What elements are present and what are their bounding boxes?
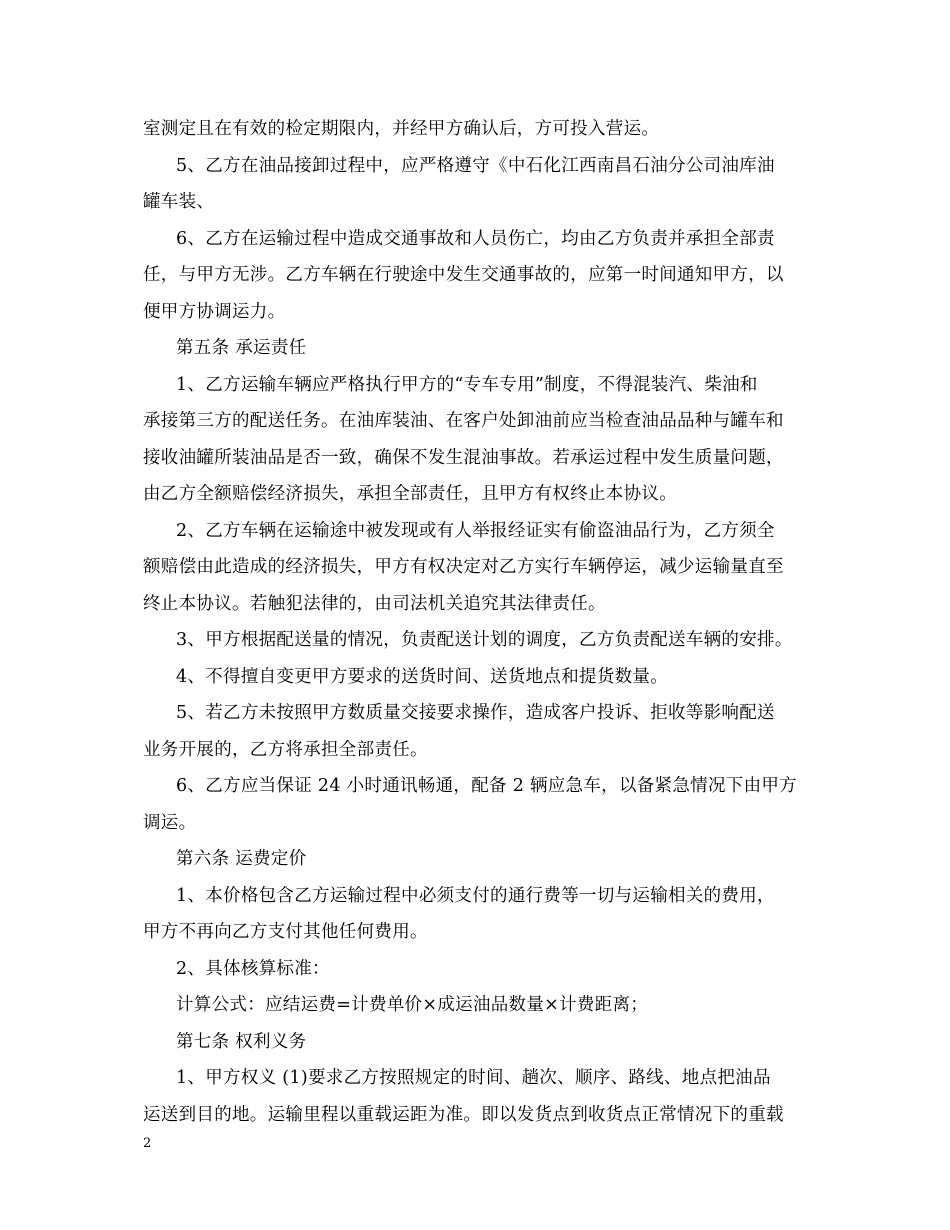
text-line: 额赔偿由此造成的经济损失，甲方有权决定对乙方实行车辆停运，减少运输量直至 bbox=[143, 557, 784, 577]
text-line: 2、乙方车辆在运输途中被发现或有人举报经证实有偷盗油品行为，乙方须全 bbox=[176, 521, 775, 541]
text-line: 5、若乙方未按照甲方数质量交接要求操作，造成客户投诉、拒收等影响配送 bbox=[176, 703, 775, 723]
section-heading: 第六条 运费定价 bbox=[176, 849, 307, 869]
text-line: 任，与甲方无涉。乙方车辆在行驶途中发生交通事故的，应第一时间通知甲方，以 bbox=[143, 265, 784, 285]
text-line: 罐车装、 bbox=[143, 192, 215, 212]
text-line: 由乙方全额赔偿经济损失，承担全部责任，且甲方有权终止本协议。 bbox=[143, 484, 677, 504]
page-number: 2 bbox=[143, 1136, 152, 1151]
text-line: 调运。 bbox=[143, 813, 197, 833]
text-line: 计算公式：应结运费=计费单价×成运油品数量×计费距离； bbox=[176, 995, 649, 1015]
text-line: 2、具体核算标准： bbox=[176, 959, 330, 979]
text-line: 业务开展的，乙方将承担全部责任。 bbox=[143, 740, 428, 760]
text-line: 1、本价格包含乙方运输过程中必须支付的通行费等一切与运输相关的费用， bbox=[176, 886, 775, 906]
text-line: 6、乙方应当保证 24 小时通讯畅通，配备 2 辆应急车，以备紧急情况下由甲方 bbox=[176, 776, 797, 796]
text-line: 室测定且在有效的检定期限内，并经甲方确认后，方可投入营运。 bbox=[143, 119, 660, 139]
text-line: 承接第三方的配送任务。在油库装油、在客户处卸油前应当检查油品品种与罐车和 bbox=[143, 411, 784, 431]
text-line: 5、乙方在油品接卸过程中，应严格遵守《中石化江西南昌石油分公司油库油 bbox=[176, 156, 775, 176]
text-line: 3、甲方根据配送量的情况，负责配送计划的调度，乙方负责配送车辆的安排。 bbox=[176, 630, 793, 650]
text-line: 运送到目的地。运输里程以重载运距为准。即以发货点到收货点正常情况下的重载 bbox=[143, 1105, 784, 1125]
text-line: 甲方不再向乙方支付其他任何费用。 bbox=[143, 922, 428, 942]
text-line: 便甲方协调运力。 bbox=[143, 302, 286, 322]
text-line: 终止本协议。若触犯法律的，由司法机关追究其法律责任。 bbox=[143, 594, 606, 614]
text-line: 1、乙方运输车辆应严格执行甲方的“专车专用”制度，不得混装汽、柴油和 bbox=[176, 375, 758, 395]
section-heading: 第七条 权利义务 bbox=[176, 1032, 307, 1052]
text-line: 接收油罐所装油品是否一致，确保不发生混油事故。若承运过程中发生质量问题， bbox=[143, 448, 784, 468]
text-line: 1、甲方权义 (1)要求乙方按照规定的时间、趟次、顺序、路线、地点把油品 bbox=[176, 1068, 771, 1088]
text-line: 4、不得擅自变更甲方要求的送货时间、送货地点和提货数量。 bbox=[176, 667, 669, 687]
section-heading: 第五条 承运责任 bbox=[176, 338, 307, 358]
text-line: 6、乙方在运输过程中造成交通事故和人员伤亡，均由乙方负责并承担全部责 bbox=[176, 229, 775, 249]
